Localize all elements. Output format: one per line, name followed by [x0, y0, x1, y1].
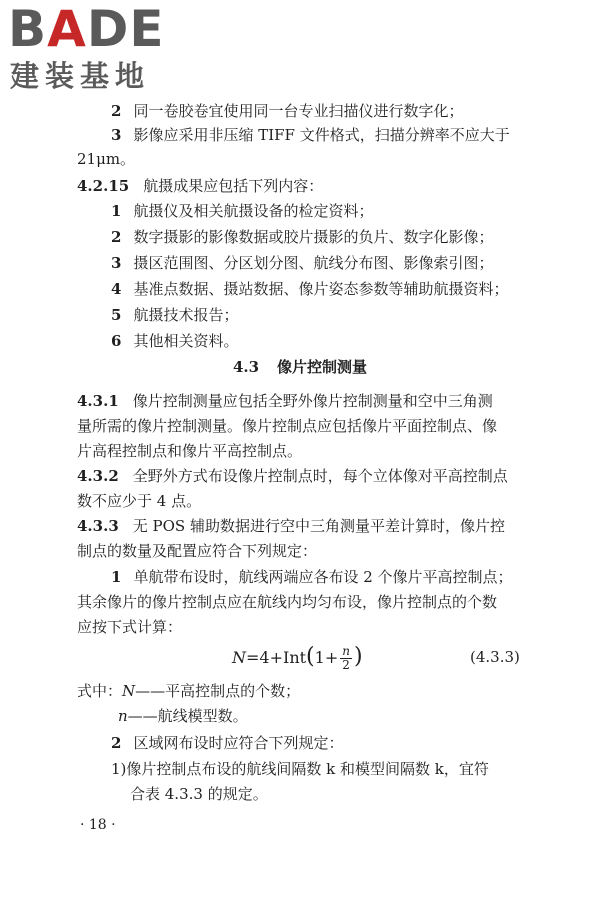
formula-4-3-3: N=4+Int(1+ $\frac{n}{2}$ ) — [232, 644, 363, 672]
formula-legend: n——航线模型数。 — [118, 707, 248, 725]
page-number: · 18 · — [80, 817, 116, 833]
list-item: 1 航摄仪及相关航摄设备的检定资料； — [111, 202, 374, 220]
text-line: 应按下式计算： — [77, 618, 183, 636]
section-heading: 4.3 像片控制测量 — [232, 358, 368, 376]
text-line: 合表 4.3.3 的规定。 — [130, 785, 268, 803]
list-item: 2 数字摄影的影像数据或胶片摄影的负片、数字化影像； — [111, 228, 494, 246]
formula-fraction: $\frac{n}{2}$ — [342, 644, 350, 672]
list-item: 3 摄区范围图、分区划分图、航线分布图、影像索引图； — [111, 254, 494, 272]
list-item: 5 航摄技术报告； — [111, 306, 239, 324]
text-line: 其余像片的像片控制点应在航线内均匀布设，像片控制点的个数 — [77, 593, 498, 611]
logo-subtitle: 建装基地 — [10, 59, 151, 93]
list-item: 3 影像应采用非压缩 TIFF 文件格式，扫描分辨率不应大于 — [111, 126, 510, 144]
formula-legend: 式中：N——平高控制点的个数； — [77, 682, 301, 700]
list-item: 1)像片控制点布设的航线间隔数 k 和模型间隔数 k，宜符 — [111, 760, 489, 778]
clause-4-3-2: 4.3.2 全野外方式布设像片控制点时，每个立体像对平高控制点 — [77, 467, 508, 485]
logo-wordmark: BADE — [8, 0, 165, 58]
clause-4-3-3: 4.3.3 无 POS 辅助数据进行空中三角测量平差计算时，像片控 — [77, 517, 505, 535]
list-item: 1 单航带布设时，航线两端应各布设 2 个像片平高控制点； — [111, 568, 513, 586]
text-line: 片高程控制点和像片平高控制点。 — [77, 442, 303, 460]
list-item: 6 其他相关资料。 — [111, 332, 239, 350]
clause-4-3-1: 4.3.1 像片控制测量应包括全野外像片控制测量和空中三角测 — [77, 392, 493, 410]
bade-logo — [8, 0, 178, 96]
text-line: 21μm。 — [77, 150, 136, 168]
list-item: 4 基准点数据、摄站数据、像片姿态参数等辅助航摄资料； — [111, 280, 509, 298]
text-line: 数不应少于 4 点。 — [77, 492, 202, 510]
list-item: 2 区域网布设时应符合下列规定： — [111, 734, 344, 752]
text-line: 量所需的像片控制测量。像片控制点应包括像片平面控制点、像 — [77, 417, 498, 435]
text-line: 制点的数量及配置应符合下列规定： — [77, 542, 318, 560]
clause-4-2-15: 4.2.15 航摄成果应包括下列内容： — [77, 177, 324, 195]
list-item: 2 同一卷胶卷宜使用同一台专业扫描仪进行数字化； — [111, 102, 464, 120]
equation-number: (4.3.3) — [470, 648, 520, 666]
